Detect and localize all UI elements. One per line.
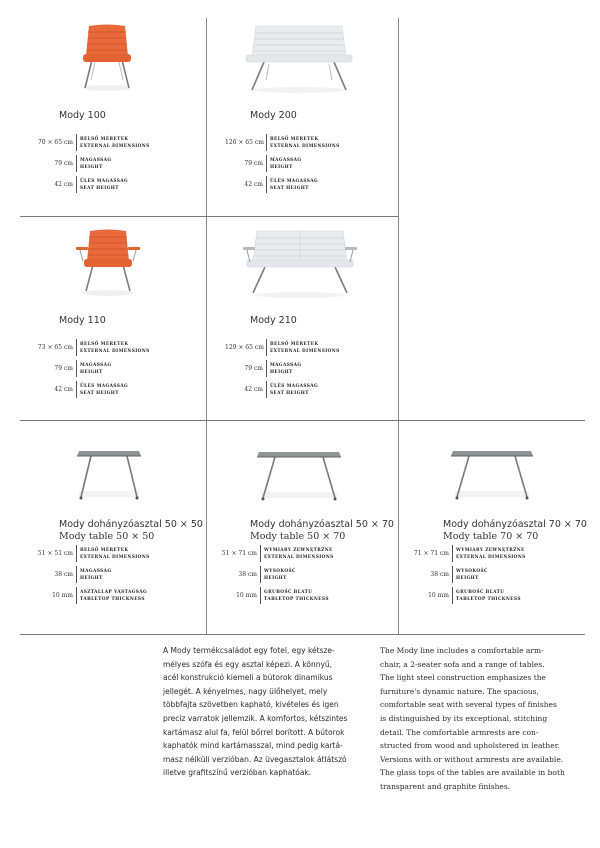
spec-label-secondary: EXTERNAL DIMENSIONS xyxy=(80,143,150,149)
spec-value: 79 cm xyxy=(244,365,263,372)
spec-row-seat-height xyxy=(35,176,150,193)
spec-label-secondary: EXTERNAL DIMENSIONS xyxy=(270,348,340,354)
description-line: illetve grafitszínű verzióban kaphatóak. xyxy=(163,768,312,778)
description-line: is distinguished by its exceptional, stitching xyxy=(380,713,548,723)
glass-table-image xyxy=(449,449,535,501)
description-line: többfajta szövetben kapható, kivételes és igen xyxy=(163,700,339,710)
spec-list xyxy=(35,339,150,402)
spec-list xyxy=(35,134,150,197)
spec-label xyxy=(80,383,128,397)
description-line: Versions with or without armrests are available. xyxy=(380,754,564,764)
spec-value: 42 cm xyxy=(54,386,73,393)
spec-row-dimensions xyxy=(35,339,150,356)
spec-label xyxy=(270,383,318,397)
spec-label-secondary: EXTERNAL DIMENSIONS xyxy=(456,554,526,560)
spec-divider xyxy=(76,155,77,172)
spec-value: 79 cm xyxy=(244,160,263,167)
spec-label-primary: BELSŐ MÉRETEK xyxy=(80,341,129,347)
spec-label-primary: MAGASSÁG xyxy=(270,362,302,368)
spec-label-secondary: EXTERNAL DIMENSIONS xyxy=(80,554,150,560)
spec-label xyxy=(270,157,301,171)
spec-label xyxy=(80,568,111,582)
spec-label-primary: ÜLÉS MAGASSÁG xyxy=(80,178,129,184)
spec-row-height xyxy=(35,360,150,377)
spec-value: 10 mm xyxy=(236,592,257,599)
description-line: The glass tops of the tables are available in both xyxy=(380,768,565,778)
spec-value: 38 cm xyxy=(238,571,257,578)
product-card-table-50x50 xyxy=(20,421,206,634)
spec-value: 79 cm xyxy=(54,365,73,372)
spec-label-secondary: TABLETOP THICKNESS xyxy=(80,596,145,602)
spec-label-secondary: HEIGHT xyxy=(264,575,287,581)
spec-divider xyxy=(266,176,267,193)
spec-label-primary: GRUBOŚĆ BLATU xyxy=(456,589,505,595)
spec-label-primary: BELSŐ MÉRETEK xyxy=(270,136,319,142)
spec-label-primary: GRUBOŚĆ BLATU xyxy=(264,589,313,595)
spec-row-seat-height xyxy=(225,176,340,193)
description-english xyxy=(380,644,592,794)
spec-label xyxy=(80,157,111,171)
description-line: mélyes szófa és egy asztal képezi. A könnyű, xyxy=(163,659,333,669)
spec-label-primary: WYSOKOŚĆ xyxy=(456,568,488,574)
product-card-table-50x70 xyxy=(207,421,398,634)
glass-table-image xyxy=(255,450,343,502)
spec-label-primary: MAGASSÁG xyxy=(80,568,112,574)
spec-label-primary: ASZTALLAP VASTAGSÁG xyxy=(80,589,148,595)
description-line: The light steel construction emphasizes the xyxy=(380,673,546,683)
spec-label-secondary: TABLETOP THICKNESS xyxy=(456,596,521,602)
spec-label-primary: ÜLÉS MAGASSÁG xyxy=(80,383,129,389)
spec-row-dimensions xyxy=(219,545,334,562)
spec-row-seat-height xyxy=(35,381,150,398)
spec-row-height xyxy=(411,566,526,583)
spec-label-primary: BELSŐ MÉRETEK xyxy=(270,341,319,347)
spec-value: 129 × 65 cm xyxy=(225,344,264,351)
spec-row-dimensions xyxy=(225,339,340,356)
spec-label xyxy=(264,589,329,603)
spec-label-primary: WYMIARY ZEWNĘTRZNE xyxy=(264,547,333,553)
spec-divider xyxy=(260,545,261,562)
description-line: A Mody termékcsaládot egy fotel, egy kétsze- xyxy=(163,646,335,655)
description-line: jellegét. A kényelmes, nagy ülőhelyet, mely xyxy=(163,686,328,696)
spec-label-primary: WYMIARY ZEWNĘTRZNE xyxy=(456,547,525,553)
spec-divider xyxy=(266,339,267,356)
spec-divider xyxy=(76,134,77,151)
spec-label-secondary: EXTERNAL DIMENSIONS xyxy=(270,143,340,149)
spec-label-secondary: HEIGHT xyxy=(80,164,103,170)
spec-divider xyxy=(266,155,267,172)
spec-divider xyxy=(260,587,261,604)
spec-label xyxy=(270,136,340,150)
spec-label xyxy=(270,362,301,376)
spec-divider xyxy=(452,566,453,583)
spec-label-primary: MAGASSÁG xyxy=(80,157,112,163)
spec-label xyxy=(264,547,334,561)
spec-label xyxy=(80,178,128,192)
spec-divider xyxy=(76,545,77,562)
product-title: Mody 110 xyxy=(59,315,106,326)
spec-row-seat-height xyxy=(225,381,340,398)
spec-label-primary: MAGASSÁG xyxy=(270,157,302,163)
spec-divider xyxy=(76,381,77,398)
spec-label xyxy=(80,589,147,603)
spec-label-secondary: HEIGHT xyxy=(270,164,293,170)
spec-row-dimensions xyxy=(225,134,340,151)
sofa-image xyxy=(244,24,354,96)
spec-row-height xyxy=(35,155,150,172)
spec-divider xyxy=(266,134,267,151)
spec-label-secondary: HEIGHT xyxy=(456,575,479,581)
product-title: Mody dohányzóasztal 50 × 70 xyxy=(250,519,394,530)
product-title: Mody dohányzóasztal 70 × 70 xyxy=(443,519,587,530)
spec-label xyxy=(80,136,150,150)
spec-divider xyxy=(266,381,267,398)
product-card-mody-100 xyxy=(20,18,206,216)
spec-divider xyxy=(260,566,261,583)
spec-row-tabletop-thickness xyxy=(219,587,334,604)
spec-value: 42 cm xyxy=(244,386,263,393)
spec-value: 42 cm xyxy=(54,181,73,188)
spec-row-tabletop-thickness xyxy=(35,587,150,604)
glass-table-image xyxy=(75,449,143,501)
description-line: furniture's dynamic nature. The spacious, xyxy=(380,686,539,696)
spec-label-secondary: SEAT HEIGHT xyxy=(270,185,309,191)
spec-divider xyxy=(76,339,77,356)
spec-row-height xyxy=(35,566,150,583)
spec-value: 51 × 71 cm xyxy=(221,550,257,557)
spec-label-primary: BELSŐ MÉRETEK xyxy=(80,136,129,142)
sofa-with-armrests-image xyxy=(243,229,357,301)
product-title: Mody 100 xyxy=(59,110,106,121)
product-card-table-70x70 xyxy=(399,421,585,634)
spec-label xyxy=(456,547,526,561)
spec-value: 10 mm xyxy=(428,592,449,599)
grid-divider-horizontal-3 xyxy=(20,634,585,635)
spec-label-secondary: HEIGHT xyxy=(80,369,103,375)
product-title: Mody dohányzóasztal 50 × 50 xyxy=(59,519,203,530)
product-subtitle: Mody table 70 × 70 xyxy=(443,531,539,542)
description-line: precíz varratok jellemzik. A komfortos, kétszintes xyxy=(163,713,348,723)
armchair-image xyxy=(77,22,137,94)
spec-list xyxy=(225,134,340,197)
spec-label xyxy=(270,341,340,355)
spec-label-primary: BELSŐ MÉRETEK xyxy=(80,547,129,553)
spec-value: 73 × 65 cm xyxy=(37,344,73,351)
description-line: kartámasz alul fa, felül bőrrel borított. A bútorok xyxy=(163,727,345,737)
spec-divider xyxy=(76,566,77,583)
spec-row-height xyxy=(219,566,334,583)
spec-divider xyxy=(452,545,453,562)
spec-value: 38 cm xyxy=(54,571,73,578)
spec-divider xyxy=(76,176,77,193)
spec-row-tabletop-thickness xyxy=(411,587,526,604)
spec-label-primary: MAGASSÁG xyxy=(80,362,112,368)
spec-label-secondary: SEAT HEIGHT xyxy=(80,185,119,191)
spec-row-height xyxy=(225,360,340,377)
spec-value: 51 × 51 cm xyxy=(37,550,73,557)
spec-list xyxy=(411,545,526,608)
spec-list xyxy=(225,339,340,402)
product-card-mody-200 xyxy=(207,18,398,216)
spec-value: 42 cm xyxy=(244,181,263,188)
spec-label xyxy=(456,568,488,582)
spec-value: 126 × 65 cm xyxy=(225,139,264,146)
spec-value: 79 cm xyxy=(54,160,73,167)
spec-row-height xyxy=(225,155,340,172)
spec-label xyxy=(80,341,150,355)
description-line: kaphatók mind kartámasszal, mind pedig kartá- xyxy=(163,741,343,751)
spec-label-primary: ÜLÉS MAGASSÁG xyxy=(270,383,319,389)
spec-value: 70 × 65 cm xyxy=(37,139,73,146)
spec-label-secondary: EXTERNAL DIMENSIONS xyxy=(80,348,150,354)
spec-value: 10 mm xyxy=(52,592,73,599)
spec-label-secondary: HEIGHT xyxy=(80,575,103,581)
spec-label-primary: WYSOKOŚĆ xyxy=(264,568,296,574)
spec-list xyxy=(35,545,150,608)
product-subtitle: Mody table 50 × 50 xyxy=(59,531,155,542)
spec-value: 38 cm xyxy=(430,571,449,578)
description-line: masz nélküli verzióban. Az üvegasztalok átlátszó xyxy=(163,754,347,764)
description-line: comfortable seat with several types of finishes xyxy=(380,700,557,710)
spec-label xyxy=(270,178,318,192)
spec-label-primary: ÜLÉS MAGASSÁG xyxy=(270,178,319,184)
spec-row-dimensions xyxy=(35,545,150,562)
spec-divider xyxy=(76,360,77,377)
spec-label xyxy=(80,362,111,376)
spec-divider xyxy=(452,587,453,604)
spec-row-dimensions xyxy=(411,545,526,562)
spec-label-secondary: TABLETOP THICKNESS xyxy=(264,596,329,602)
spec-label-secondary: EXTERNAL DIMENSIONS xyxy=(264,554,334,560)
spec-label xyxy=(456,589,521,603)
description-line: The Mody line includes a comfortable arm- xyxy=(380,646,544,655)
armchair-with-armrests-image xyxy=(75,227,141,299)
spec-row-dimensions xyxy=(35,134,150,151)
spec-label-secondary: SEAT HEIGHT xyxy=(80,390,119,396)
spec-value: 71 × 71 cm xyxy=(413,550,449,557)
spec-divider xyxy=(266,360,267,377)
description-line: acél konstrukció kiemeli a bútorok dinamikus xyxy=(163,673,333,683)
spec-label-secondary: SEAT HEIGHT xyxy=(270,390,309,396)
spec-divider xyxy=(76,587,77,604)
description-line: structed from wood and upholstered in leather. xyxy=(380,741,560,751)
product-title: Mody 200 xyxy=(250,110,297,121)
spec-list xyxy=(219,545,334,608)
description-line: chair, a 2-seater sofa and a range of tables. xyxy=(380,659,545,669)
product-subtitle: Mody table 50 × 70 xyxy=(250,531,346,542)
description-line: transparent and graphite finishes. xyxy=(380,781,511,791)
spec-label xyxy=(264,568,296,582)
spec-label-secondary: HEIGHT xyxy=(270,369,293,375)
description-hungarian xyxy=(163,644,375,780)
product-card-mody-210 xyxy=(207,217,398,420)
product-title: Mody 210 xyxy=(250,315,297,326)
product-card-mody-110 xyxy=(20,217,206,420)
description-line: detail. The comfortable armrests are con- xyxy=(380,727,539,737)
spec-label xyxy=(80,547,150,561)
